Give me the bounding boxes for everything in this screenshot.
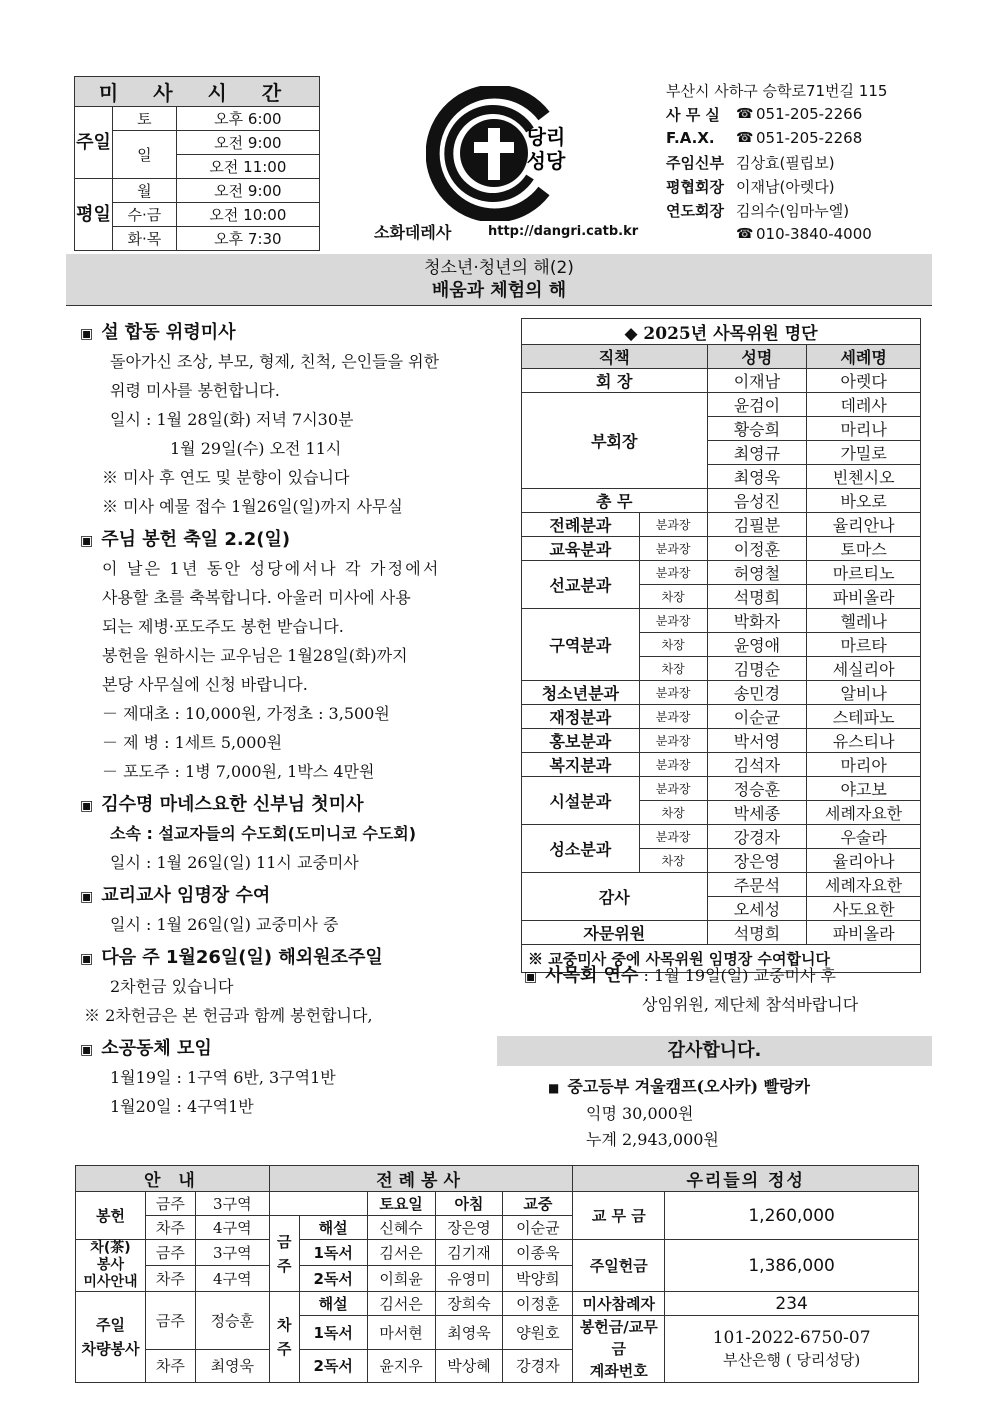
notice-line: － 제 병 : 1세트 5,000원 xyxy=(102,733,283,752)
server: 이순균 xyxy=(503,1216,573,1240)
header-name: 성명 xyxy=(707,345,807,369)
phone-icon: ☎ xyxy=(736,226,754,242)
name: 송민경 xyxy=(707,681,807,705)
fax-label: F.A.X. xyxy=(666,129,715,147)
council-name: 이재남(아렛다) xyxy=(736,177,835,196)
name: 김석자 xyxy=(707,753,807,777)
role-commentator: 해설 xyxy=(299,1216,367,1240)
name: 이재남 xyxy=(707,369,807,393)
guide-value: 정승훈 xyxy=(195,1292,269,1350)
mass-day: 월 xyxy=(113,179,177,203)
role: 홍보분과 xyxy=(522,729,640,753)
position: 분과장 xyxy=(639,609,707,633)
position: 분과장 xyxy=(639,681,707,705)
notice-line: 봉헌을 원하시는 교우님은 1월28일(화)까지 xyxy=(102,646,408,665)
retreat-line: 상임위원, 제단체 참석바랍니다 xyxy=(642,995,859,1014)
guide-value: 3구역 xyxy=(195,1192,269,1216)
year-banner xyxy=(66,254,932,306)
role: 재정분과 xyxy=(522,705,640,729)
cathedraticum-value: 1,260,000 xyxy=(665,1192,919,1240)
notice-line: ※ 2차헌금은 본 헌금과 함께 봉헌합니다, xyxy=(84,1006,373,1025)
position: 차장 xyxy=(639,633,707,657)
mass-time: 오전 9:00 xyxy=(176,131,319,155)
position: 분과장 xyxy=(639,513,707,537)
server: 장은영 xyxy=(435,1216,503,1240)
role: 교육분과 xyxy=(522,537,640,561)
this-week-label: 금주 xyxy=(145,1292,195,1350)
notice-line: － 제대초 : 10,000원, 가정초 : 3,500원 xyxy=(102,704,390,723)
retreat-line: : 1월 19일(일) 교중미사 후 xyxy=(643,966,836,985)
position: 차장 xyxy=(639,801,707,825)
name: 박서영 xyxy=(707,729,807,753)
checkbox-square-icon: ▣ xyxy=(524,969,538,985)
mass-day: 화·목 xyxy=(113,227,177,251)
role-reader1: 1독서 xyxy=(299,1316,367,1350)
office-label: 사 무 실 xyxy=(666,105,720,124)
council-label: 평협회장 xyxy=(666,177,724,196)
baptism: 율리안나 xyxy=(807,513,921,537)
address: 부산시 사하구 승학로71번길 115 xyxy=(666,81,888,100)
next-week-label: 차주 xyxy=(145,1216,195,1240)
baptism: 세례자요한 xyxy=(807,801,921,825)
mass-day: 토 xyxy=(113,107,177,131)
office-row xyxy=(666,102,887,126)
guide-title: 안 내 xyxy=(76,1166,270,1192)
name: 장은영 xyxy=(707,849,807,873)
role-reader2: 2독서 xyxy=(299,1266,367,1292)
next-week-label: 차주 xyxy=(145,1349,195,1383)
notices-column xyxy=(80,314,500,1121)
baptism: 세실리아 xyxy=(807,657,921,681)
role: 성소분과 xyxy=(522,825,640,873)
baptism: 마리아 xyxy=(807,753,921,777)
notice-line: 일시 : 1월 28일(화) 저녁 7시30분 xyxy=(110,410,354,429)
cathedraticum-label: 교 무 금 xyxy=(573,1192,665,1240)
baptism: 헬레나 xyxy=(807,609,921,633)
baptism: 세례자요한 xyxy=(807,873,921,897)
patron-saint: 소화데레사 xyxy=(374,223,452,242)
server: 유영미 xyxy=(435,1266,503,1292)
role: 총 무 xyxy=(522,489,708,513)
notice-small-community xyxy=(80,1036,500,1121)
baptism: 바오로 xyxy=(807,489,921,513)
server: 최영욱 xyxy=(435,1316,503,1350)
position: 차장 xyxy=(639,657,707,681)
server: 박상혜 xyxy=(435,1349,503,1383)
notice-presentation-feast xyxy=(80,527,500,786)
notice-title: 소공동체 모임 xyxy=(101,1038,212,1059)
name: 석명희 xyxy=(707,585,807,609)
mass-time: 오후 7:30 xyxy=(176,227,319,251)
server: 윤지우 xyxy=(367,1349,435,1383)
office-phone: 051-205-2266 xyxy=(756,105,863,123)
checkbox-square-icon: ▣ xyxy=(80,951,94,967)
notice-line: 위령 미사를 봉헌합니다. xyxy=(110,381,280,400)
guide-value: 4구역 xyxy=(195,1216,269,1240)
col-saturday: 토요일 xyxy=(367,1192,435,1216)
name: 김명순 xyxy=(707,657,807,681)
notice-line: 일시 : 1월 26일(일) 교중미사 중 xyxy=(110,915,339,934)
notice-catechist xyxy=(80,883,500,939)
guide-value: 최영욱 xyxy=(195,1349,269,1383)
baptism: 아렛다 xyxy=(807,369,921,393)
this-week-short: 금 주 xyxy=(269,1216,299,1292)
name: 정승훈 xyxy=(707,777,807,801)
server: 장희숙 xyxy=(435,1292,503,1316)
next-week-short: 차 주 xyxy=(269,1292,299,1383)
position: 분과장 xyxy=(639,705,707,729)
legion-label: 연도회장 xyxy=(666,201,724,220)
name: 석명희 xyxy=(707,921,807,945)
committee-table xyxy=(521,318,921,973)
baptism: 야고보 xyxy=(807,777,921,801)
sunday-offering-label: 주일헌금 xyxy=(573,1240,665,1292)
name: 강경자 xyxy=(707,825,807,849)
notice-line: ※ 미사 예물 접수 1월26일(일)까지 사무실 xyxy=(102,497,403,516)
account-number: 101-2022-6750-07 xyxy=(712,1328,871,1348)
position: 분과장 xyxy=(639,753,707,777)
guide-value: 3구역 xyxy=(195,1240,269,1266)
server: 이종욱 xyxy=(503,1240,573,1266)
legion-name: 김의수(임마누엘) xyxy=(736,201,850,220)
fax-number: 051-205-2268 xyxy=(756,129,863,147)
baptism: 토마스 xyxy=(807,537,921,561)
name: 허영철 xyxy=(707,561,807,585)
mass-times-table xyxy=(74,76,320,251)
position: 차장 xyxy=(639,849,707,873)
name: 이정훈 xyxy=(707,537,807,561)
parking-label: 주일 차량봉사 xyxy=(76,1292,146,1383)
sunday-label: 주일 xyxy=(75,107,113,179)
server: 이희윤 xyxy=(367,1266,435,1292)
checkbox-square-icon: ▣ xyxy=(80,1042,94,1058)
position: 차장 xyxy=(639,585,707,609)
mass-day: 일 xyxy=(113,131,177,179)
role: 시설분과 xyxy=(522,777,640,825)
server: 이정훈 xyxy=(503,1292,573,1316)
next-week-label: 차주 xyxy=(145,1266,195,1292)
notice-line: 되는 제병·포도주도 봉헌 받습니다. xyxy=(102,617,344,636)
baptism: 빈첸시오 xyxy=(807,465,921,489)
mass-times-title: 미 사 시 간 xyxy=(75,77,320,107)
mass-time: 오후 6:00 xyxy=(176,107,319,131)
server: 김서은 xyxy=(367,1292,435,1316)
pastor-row xyxy=(666,150,887,174)
name: 윤영애 xyxy=(707,633,807,657)
offering-label: 봉헌 xyxy=(76,1192,146,1240)
this-week-label: 금주 xyxy=(145,1192,195,1216)
server: 마서현 xyxy=(367,1316,435,1350)
notice-overseas-aid xyxy=(80,945,500,1030)
server: 김서은 xyxy=(367,1240,435,1266)
name: 박화자 xyxy=(707,609,807,633)
legion-phone-row xyxy=(666,222,887,246)
committee-title: ◆ 2025년 사목위원 명단 xyxy=(522,319,921,345)
col-main: 교중 xyxy=(503,1192,573,1216)
attendance-label: 미사참례자 xyxy=(573,1292,665,1316)
baptism: 우술라 xyxy=(807,825,921,849)
liturgy-title: 전례봉사 xyxy=(269,1166,573,1192)
baptism: 파비올라 xyxy=(807,921,921,945)
server: 신혜수 xyxy=(367,1216,435,1240)
banner-line1: 청소년·청년의 해(2) xyxy=(424,258,574,278)
weekday-label: 평일 xyxy=(75,179,113,251)
role: 구역분과 xyxy=(522,609,640,681)
position: 분과장 xyxy=(639,777,707,801)
role: 전례분과 xyxy=(522,513,640,537)
this-week-label: 금주 xyxy=(145,1240,195,1266)
baptism: 마르티노 xyxy=(807,561,921,585)
role: 감사 xyxy=(522,873,708,921)
notice-title: 설 합동 위령미사 xyxy=(101,322,236,343)
name: 황승희 xyxy=(707,417,807,441)
notice-title: 다음 주 1월26일(일) 해외원조주일 xyxy=(101,947,383,968)
retreat-notice xyxy=(524,962,858,1019)
role-reader1: 1독서 xyxy=(299,1240,367,1266)
checkbox-square-icon: ▣ xyxy=(80,533,94,549)
notice-memorial-mass xyxy=(80,320,500,521)
bottom-info-table xyxy=(75,1165,919,1383)
banner-line2: 배움과 체험의 해 xyxy=(431,280,567,301)
name: 박세종 xyxy=(707,801,807,825)
server: 양원호 xyxy=(503,1316,573,1350)
baptism: 율리아나 xyxy=(807,849,921,873)
baptism: 가밀로 xyxy=(807,441,921,465)
baptism: 파비올라 xyxy=(807,585,921,609)
baptism: 스테파노 xyxy=(807,705,921,729)
name: 김필분 xyxy=(707,513,807,537)
checkbox-square-icon: ▣ xyxy=(80,798,94,814)
thanks-list xyxy=(548,1074,810,1153)
role-commentator: 해설 xyxy=(299,1292,367,1316)
notice-line: 1월 29일(수) 오전 11시 xyxy=(170,439,342,458)
offering-title: 우리들의 정성 xyxy=(573,1166,919,1192)
pastor-name: 김상효(필립보) xyxy=(736,153,835,172)
bullet-square-icon: ■ xyxy=(548,1081,560,1095)
legion-row xyxy=(666,198,887,222)
role: 자문위원 xyxy=(522,921,708,945)
notice-title: 주님 봉헌 축일 2.2(일) xyxy=(101,529,291,550)
position: 분과장 xyxy=(639,537,707,561)
name: 최영욱 xyxy=(707,465,807,489)
header-baptism: 세례명 xyxy=(807,345,921,369)
checkbox-square-icon: ▣ xyxy=(80,326,94,342)
baptism: 마리나 xyxy=(807,417,921,441)
sunday-offering-value: 1,386,000 xyxy=(665,1240,919,1292)
name: 오세성 xyxy=(707,897,807,921)
bank-name: 부산은행 ( 당리성당) xyxy=(723,1351,861,1369)
notice-line: 소속 : 설교자들의 수도회(도미니코 수도회) xyxy=(110,824,417,843)
role-reader2: 2독서 xyxy=(299,1349,367,1383)
thanks-item: 중고등부 겨울캠프(오사카) 빨랑카 xyxy=(567,1077,811,1096)
legion-phone: 010-3840-4000 xyxy=(756,225,872,243)
committee-note: ※ 교중미사 중에 사목위원 임명장 수여합니다 xyxy=(522,945,921,973)
fax-row xyxy=(666,126,887,150)
position: 분과장 xyxy=(639,825,707,849)
notice-line: 이 날은 1년 동안 성당에서나 각 가정에서 xyxy=(102,559,441,578)
header-role: 직책 xyxy=(522,345,708,369)
checkbox-square-icon: ▣ xyxy=(80,889,94,905)
notice-line: 돌아가신 조상, 부모, 형제, 친척, 은인들을 위한 xyxy=(110,352,440,371)
attendance-value: 234 xyxy=(665,1292,919,1316)
server: 김기재 xyxy=(435,1240,503,1266)
role: 청소년분과 xyxy=(522,681,640,705)
role: 선교분과 xyxy=(522,561,640,609)
notice-line: 사용할 초를 축복합니다. 아울러 미사에 사용 xyxy=(102,588,411,607)
notice-title: 김수명 마네스요한 신부님 첫미사 xyxy=(101,794,364,815)
notice-first-mass xyxy=(80,792,500,877)
name: 음성진 xyxy=(707,489,807,513)
role: 부회장 xyxy=(522,393,708,489)
position: 분과장 xyxy=(639,729,707,753)
notice-line: 본당 사무실에 신청 바랍니다. xyxy=(102,675,308,694)
notice-line: ※ 미사 후 연도 및 분향이 있습니다 xyxy=(102,468,350,487)
pastor-label: 주임신부 xyxy=(666,153,724,172)
logo-text-top: 당리 xyxy=(526,125,566,149)
address-row xyxy=(666,78,887,102)
notice-line: － 포도주 : 1병 7,000원, 1박스 4만원 xyxy=(102,762,375,781)
mass-time: 오전 9:00 xyxy=(176,179,319,203)
baptism: 마르타 xyxy=(807,633,921,657)
mass-time: 오전 11:00 xyxy=(176,155,319,179)
logo-text-bottom: 성당 xyxy=(526,149,566,173)
role: 복지분과 xyxy=(522,753,640,777)
thanks-header: 감사합니다. xyxy=(497,1036,932,1066)
baptism: 알비나 xyxy=(807,681,921,705)
tea-label: 차(茶) 봉사 미사안내 xyxy=(76,1240,146,1292)
name: 주문석 xyxy=(707,873,807,897)
thanks-line: 익명 30,000원 xyxy=(586,1104,694,1123)
server: 강경자 xyxy=(503,1349,573,1383)
mass-day: 수·금 xyxy=(113,203,177,227)
thanks-line: 누계 2,943,000원 xyxy=(586,1130,719,1149)
server: 박양희 xyxy=(503,1266,573,1292)
account-label: 봉헌금/교무금 계좌번호 xyxy=(573,1316,665,1383)
mass-time: 오전 10:00 xyxy=(176,203,319,227)
notice-line: 2차헌금 있습니다 xyxy=(110,977,234,996)
notice-line: 1월19일 : 1구역 6반, 3구역1반 xyxy=(110,1068,336,1087)
baptism: 데레사 xyxy=(807,393,921,417)
name: 윤검이 xyxy=(707,393,807,417)
account-info xyxy=(665,1316,919,1383)
parish-url[interactable]: http://dangri.catb.kr xyxy=(488,224,639,239)
position: 분과장 xyxy=(639,561,707,585)
phone-icon: ☎ xyxy=(736,130,754,146)
contact-info xyxy=(666,78,887,246)
church-logo xyxy=(426,86,576,221)
role: 회 장 xyxy=(522,369,708,393)
council-row xyxy=(666,174,887,198)
col-morning: 아침 xyxy=(435,1192,503,1216)
notice-line: 일시 : 1월 26일(일) 11시 교중미사 xyxy=(110,853,359,872)
guide-value: 4구역 xyxy=(195,1266,269,1292)
phone-icon: ☎ xyxy=(736,106,754,122)
retreat-title: 사목회 연수 xyxy=(545,965,639,986)
baptism: 유스티나 xyxy=(807,729,921,753)
notice-line: 1월20일 : 4구역1반 xyxy=(110,1097,254,1116)
baptism: 사도요한 xyxy=(807,897,921,921)
name: 이순균 xyxy=(707,705,807,729)
notice-title: 교리교사 임명장 수여 xyxy=(101,885,271,906)
name: 최영규 xyxy=(707,441,807,465)
